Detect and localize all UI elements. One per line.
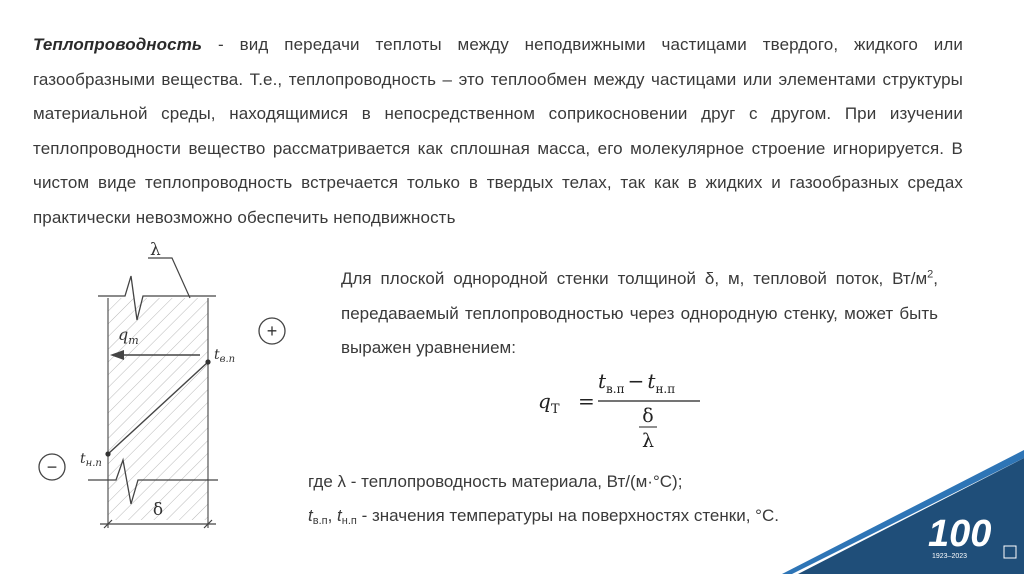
t-outer-label: t <box>80 451 86 467</box>
def-t1: t <box>308 506 313 525</box>
flux-sup: 2 <box>927 268 934 281</box>
def-sep: , <box>327 506 338 525</box>
svg-text:tв.п−tн.п <box>598 370 675 396</box>
wall-diagram <box>0 228 330 574</box>
corner-decoration <box>780 448 1024 574</box>
q-label: q <box>118 325 129 344</box>
svg-text:tн.п <box>80 451 102 469</box>
delta-label: δ <box>152 500 164 520</box>
lambda-leader <box>148 258 190 298</box>
def-text: - значения температуры на поверхностях стенки, °С. <box>356 506 779 525</box>
def-t2-sub: н.п <box>341 515 357 527</box>
formula-lhs: q <box>538 389 551 413</box>
def-t1-sub: в.п <box>312 515 328 527</box>
heat-flux-formula <box>538 370 713 460</box>
t-inner-label: t <box>214 347 220 363</box>
lambda-definition: где λ - теплопроводность материала, Вт/(м·°С); <box>308 472 683 491</box>
term-heat-conduction: Теплопроводность <box>33 35 203 54</box>
formula-t1: t <box>598 370 607 393</box>
logo-years: 1923–2023 <box>932 553 968 560</box>
t-inner-sub: в.п <box>219 354 236 365</box>
flux-description <box>341 262 938 366</box>
formula-t2: t <box>647 370 656 393</box>
flux-text-2: , передаваемый теплопроводностью через однородную стенку, может быть выражен уравнением: <box>341 269 938 357</box>
t-outer-sub: н.п <box>85 458 102 469</box>
temperature-definition <box>308 506 779 527</box>
formula-t1-sub: в.п <box>606 382 625 396</box>
def-t2: t <box>337 506 342 525</box>
inner-surface-point <box>205 359 210 364</box>
intro-paragraph <box>33 28 963 235</box>
formula-delta: δ <box>642 405 654 427</box>
outer-surface-point <box>105 451 110 456</box>
formula-lhs-sub: T <box>550 402 560 417</box>
formula-t2-sub: н.п <box>655 382 676 396</box>
formula-lambda: λ <box>641 430 655 452</box>
formula-eq: = <box>578 389 595 413</box>
formula-minus: − <box>627 370 645 393</box>
svg-text:qT <box>538 389 560 417</box>
logo-number: 100 <box>928 513 992 555</box>
minus-sign: − <box>46 457 58 477</box>
q-sub: т <box>128 334 139 347</box>
lambda-label: λ <box>150 240 161 260</box>
intro-text: - вид передачи теплоты между неподвижными частицами твердого, жидкого или газообразными вещества. Т.е., теплопроводность – это теплообмен между частицами или элементами структуры материальной среды, находящимися в непосредственном соприкосновении друг с другом. При изучении теплопроводности вещество рассматривается как сплошная масса, его молекулярное строение игнорируется. В чистом виде теплопроводность встречается только в твердых телах, так как в жидких и газообразных средах практически невозможно обеспечить неподвижность <box>33 35 963 227</box>
svg-text:tв.п <box>214 347 235 365</box>
plus-sign: + <box>266 321 278 341</box>
flux-text-1: Для плоской однородной стенки толщиной δ, м, тепловой поток, Вт/м <box>341 269 928 288</box>
